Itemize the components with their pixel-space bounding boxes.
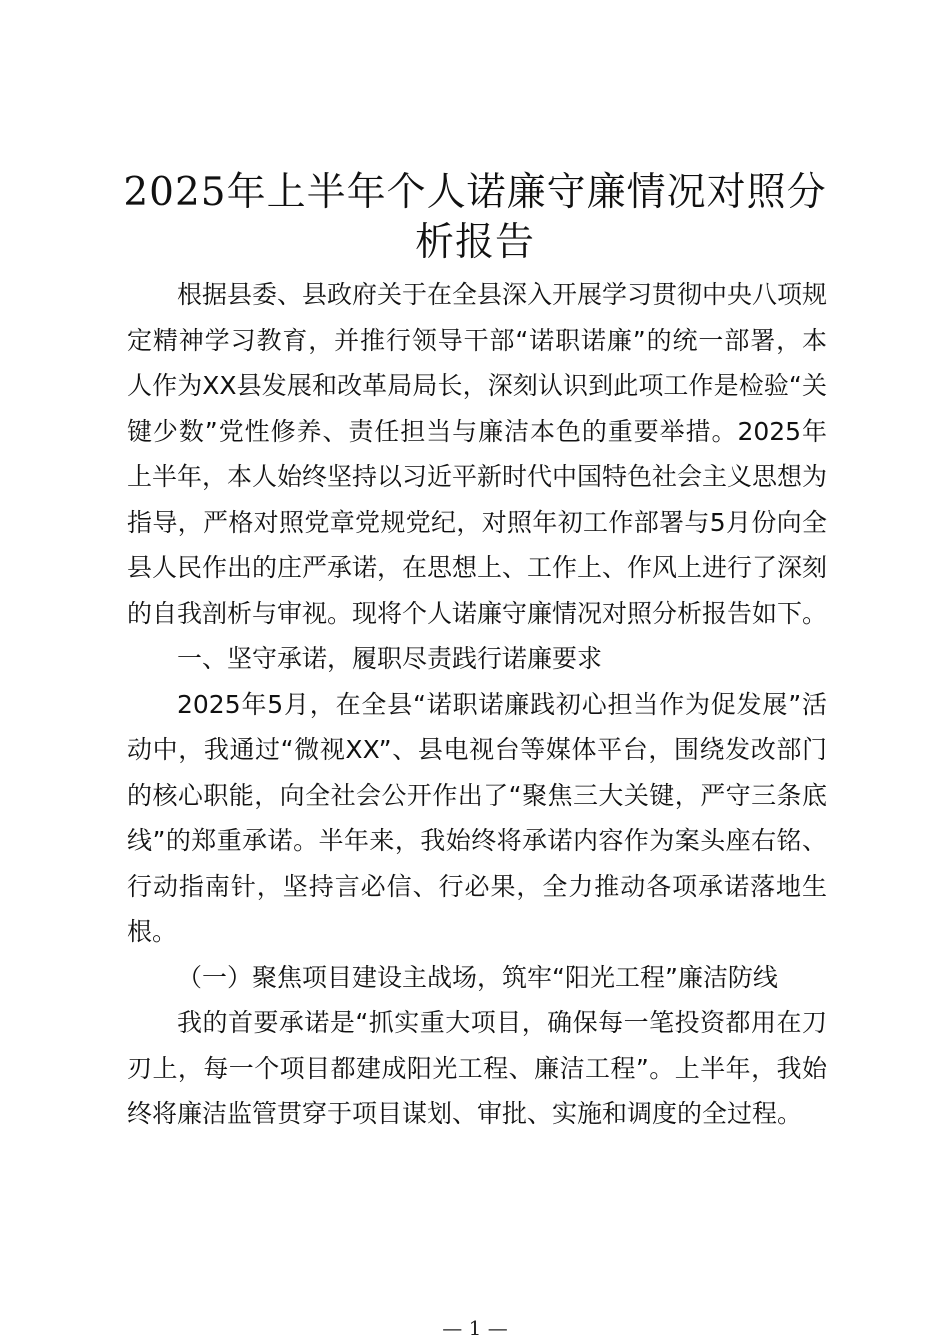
section-heading-1: 一、坚守承诺，履职尽责践行诺廉要求 <box>177 644 603 673</box>
paragraph-intro: 根据县委、县政府关于在全县深入开展学习贯彻中央八项规定精神学习教育，并推行领导干部“诺职诺廉”的统一部署，本人作为XX县发展和改革局局长，深刻认识到此项工作是检验“关键少数”党性修养、责任担当与廉洁本色的重要举措。2025年上半年，本人始终坚持以习近平新时代中国特色社会主义思想为指导，严格对照党章党规党纪，对照年初工作部署与5月份向全县人民作出的庄严承诺，在思想上、工作上、作风上进行了深刻的自我剖析与审视。现将个人诺廉守廉情况对照分析报告如下。 <box>127 280 828 628</box>
document-title: 2025年上半年个人诺廉守廉情况对照分析报告 <box>123 170 827 265</box>
paragraph-section-1: 2025年5月，在全县“诺职诺廉践初心担当作为促发展”活动中，我通过“微视XX”、县电视台等媒体平台，围绕发改部门的核心职能，向全社会公开作出了“聚焦三大关键，严守三条底线”的郑重承诺。半年来，我始终将承诺内容作为案头座右铭、行动指南针，坚持言必信、行必果，全力推动各项承诺落地生根。 <box>127 689 827 946</box>
page-number: — 1 — <box>442 1316 508 1340</box>
subsection-heading-1: （一）聚焦项目建设主战场，筑牢“阳光工程”廉洁防线 <box>177 962 778 992</box>
paragraph-subsection-1: 我的首要承诺是“抓实重大项目，确保每一笔投资都用在刀刃上，每一个项目都建成阳光工程、廉洁工程”。上半年，我始终将廉洁监管贯穿于项目谋划、审批、实施和调度的全过程。 <box>127 1008 827 1128</box>
document-body <box>127 272 827 1137</box>
